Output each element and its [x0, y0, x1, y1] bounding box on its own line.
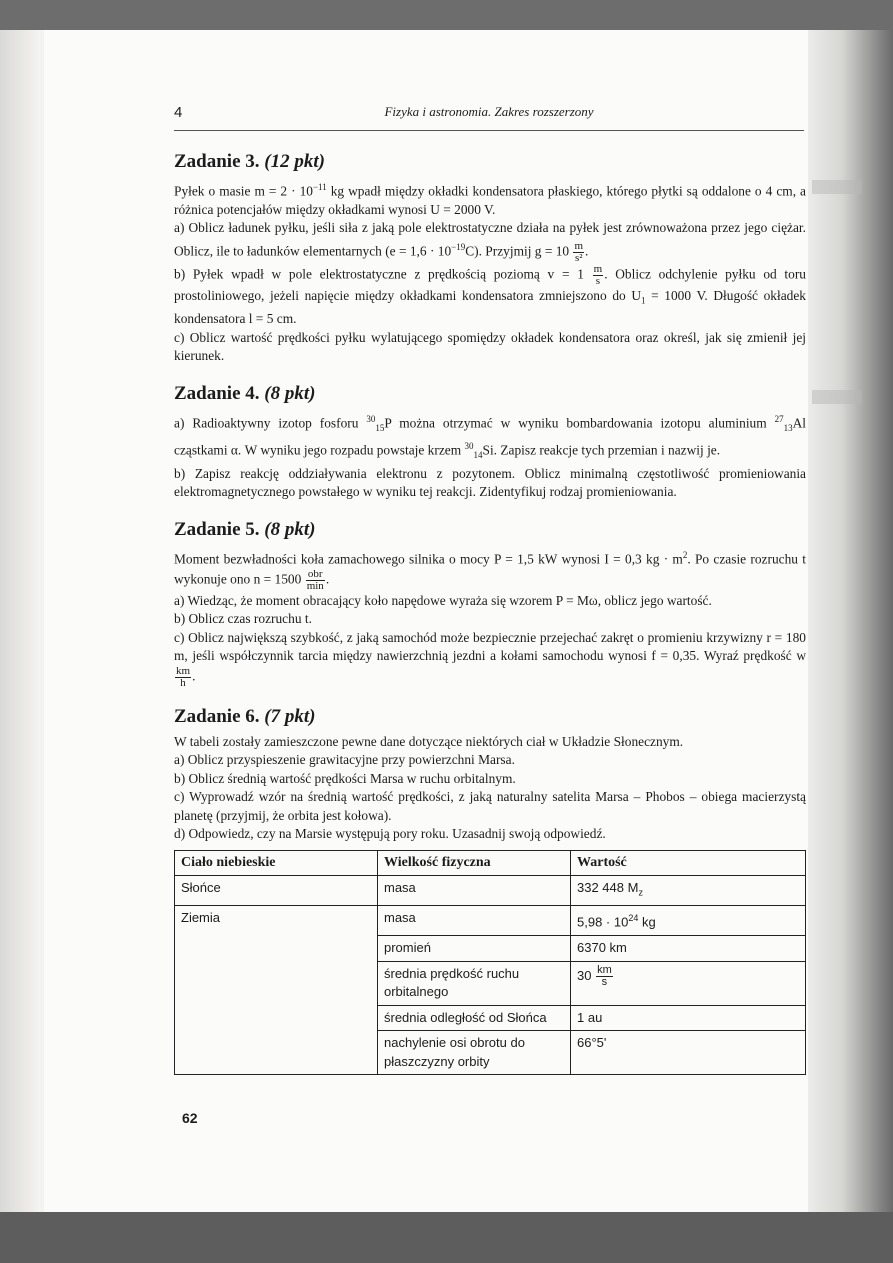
table-row — [175, 906, 806, 936]
header-title: Fizyka i astronomia. Zakres rozszerzony — [384, 104, 594, 119]
task-6-heading: Zadanie 6. (7 pkt) — [174, 705, 316, 727]
table-cell: promień — [378, 936, 571, 962]
table-cell: 1 au — [571, 1005, 806, 1031]
task-5-a: a) Wiedząc, że moment obracający koło napędowe wyraża się wzorem P = Mω, oblicz jego wartość. — [174, 592, 712, 608]
task-6-b: b) Oblicz średnią wartość prędkości Marsa w ruchu orbitalnym. — [174, 770, 516, 786]
table-cell: 66°5' — [571, 1031, 806, 1075]
task-4-heading: Zadanie 4. (8 pkt) — [174, 382, 316, 404]
task-3-b: b) Pyłek wpadł w pole elektrostatyczne z prędkością poziomą v = 1 $\frac{m}{s}$ . Oblicz odchylenie pyłku od toru prostoliniowego, jeżeli napięcie między okładkami kondensatora zmniejszono do $U_1 = 1000$ V. Długość okładek kondensatora l = 5 cm. — [174, 262, 806, 327]
table-cell: Ziemia — [175, 906, 378, 1075]
table-cell: masa — [378, 906, 571, 936]
table-cell: Słońce — [175, 876, 378, 906]
header-page-number: 4 — [174, 104, 183, 121]
table-cell: 6370 km — [571, 936, 806, 962]
task-6-a: a) Oblicz przyspieszenie grawitacyjne przy powierzchni Marsa. — [174, 752, 515, 768]
data-table — [174, 850, 806, 1075]
bleed-mark — [812, 390, 862, 404]
task-3-intro: Pyłek o masie $m = 2 \cdot 10^{-11}$ kg wpadł między okładki kondensatora płaskiego, którego płytki są oddalone o 4 cm, a różnica potencjałów między okładkami wynosi U = 2000 V. — [174, 182, 806, 217]
table-cell: średnia odległość od Słońca — [378, 1005, 571, 1031]
scan-top-border — [0, 0, 893, 30]
task-4-a: a) Radioaktywny izotop fosforu $^{30}_{15}$P można otrzymać w wyniku bombardowania izotopu aluminium $^{27}_{13}$Al cząstkami α. W wyniku jego rozpadu powstaje krzem $^{30}_{14}$Si. Zapisz reakcje tych przemian i nazwij je. — [174, 413, 806, 461]
table-header: Ciało niebieskie — [175, 850, 378, 876]
task-3 — [174, 150, 806, 366]
table-header: Wartość — [571, 850, 806, 876]
table-row — [175, 876, 806, 906]
task-5-b: b) Oblicz czas rozruchu t. — [174, 611, 312, 627]
table-cell: masa — [378, 876, 571, 906]
task-3-c: c) Oblicz wartość prędkości pyłku wylatującego spomiędzy okładek kondensatora oraz określ, jak się zmienił jej kierunek. — [174, 329, 806, 364]
running-header — [174, 104, 804, 126]
task-5-intro: Moment bezwładności koła zamachowego silnika o mocy P = 1,5 kW wynosi I = 0,3 kg · $m^2$. Po czasie rozruchu t wykonuje ono n = 1500 $\frac{\text{obr}}{\min}$ . — [174, 549, 806, 592]
bleed-mark — [812, 180, 862, 194]
task-4 — [174, 382, 806, 502]
task-6-intro: W tabeli zostały zamieszczone pewne dane dotyczące niektórych ciał w Układzie Słonecznym. — [174, 733, 684, 749]
scan-left-margin — [0, 30, 40, 1212]
table-header: Wielkość fizyczna — [378, 850, 571, 876]
task-5-heading: Zadanie 5. (8 pkt) — [174, 518, 316, 540]
task-6 — [174, 705, 806, 1075]
task-4-b: b) Zapisz reakcję oddziaływania elektronu z pozytonem. Oblicz minimalną częstotliwość promieniowania elektromagnetycznego powstałego w wyniku tej reakcji. Zidentyfikuj rodzaj promieniowania. — [174, 465, 806, 500]
table-cell: $5,98 \cdot 10^{24}$ kg — [571, 906, 806, 936]
task-5-c: c) Oblicz największą szybkość, z jaką samochód może bezpiecznie przejechać zakręt o promieniu krzywizny r = 180 m, jeśli współczynnik tarcia między nawierzchnią jezdni a kołami samochodu wynosi f = 0,35. Wyraź prędkość w $\frac{km}{h}$ . — [174, 629, 806, 689]
task-3-heading: Zadanie 3. (12 pkt) — [174, 151, 325, 172]
task-5 — [174, 518, 806, 689]
page-content — [174, 150, 806, 1091]
table-cell: średnia prędkość ruchu orbitalnego — [378, 961, 571, 1005]
task-6-d: d) Odpowiedz, czy na Marsie występują pory roku. Uzasadnij swoją odpowiedź. — [174, 826, 606, 842]
footer-page-number: 62 — [182, 1110, 198, 1126]
table-cell: 332 448 $M_z$ — [571, 876, 806, 906]
table-header-row — [175, 850, 806, 876]
adjacent-page-edge — [808, 30, 893, 1212]
table-cell: 30 $\frac{km}{s}$ — [571, 961, 806, 1005]
table-cell: nachylenie osi obrotu do płaszczyzny orbity — [378, 1031, 571, 1075]
scan-bottom-border — [0, 1212, 893, 1263]
header-rule — [174, 130, 804, 131]
task-3-a: a) Oblicz ładunek pyłku, jeśli siła z jaką pole elektrostatyczne działa na pyłek jest zrównoważona przez jego ciężar. Oblicz, ile to ładunków elementarnych $(e = 1,6 \cdot 10^{-19}C)$. Przyjmij g = 10 $\frac{m}{\text{s²}}$ . — [174, 220, 806, 264]
task-6-c: c) Wyprowadź wzór na średnią wartość prędkości, z jaką naturalny satelita Marsa – Phobos – obiega macierzystą planetę (przyjmij, że orbita jest kołowa). — [174, 789, 806, 823]
